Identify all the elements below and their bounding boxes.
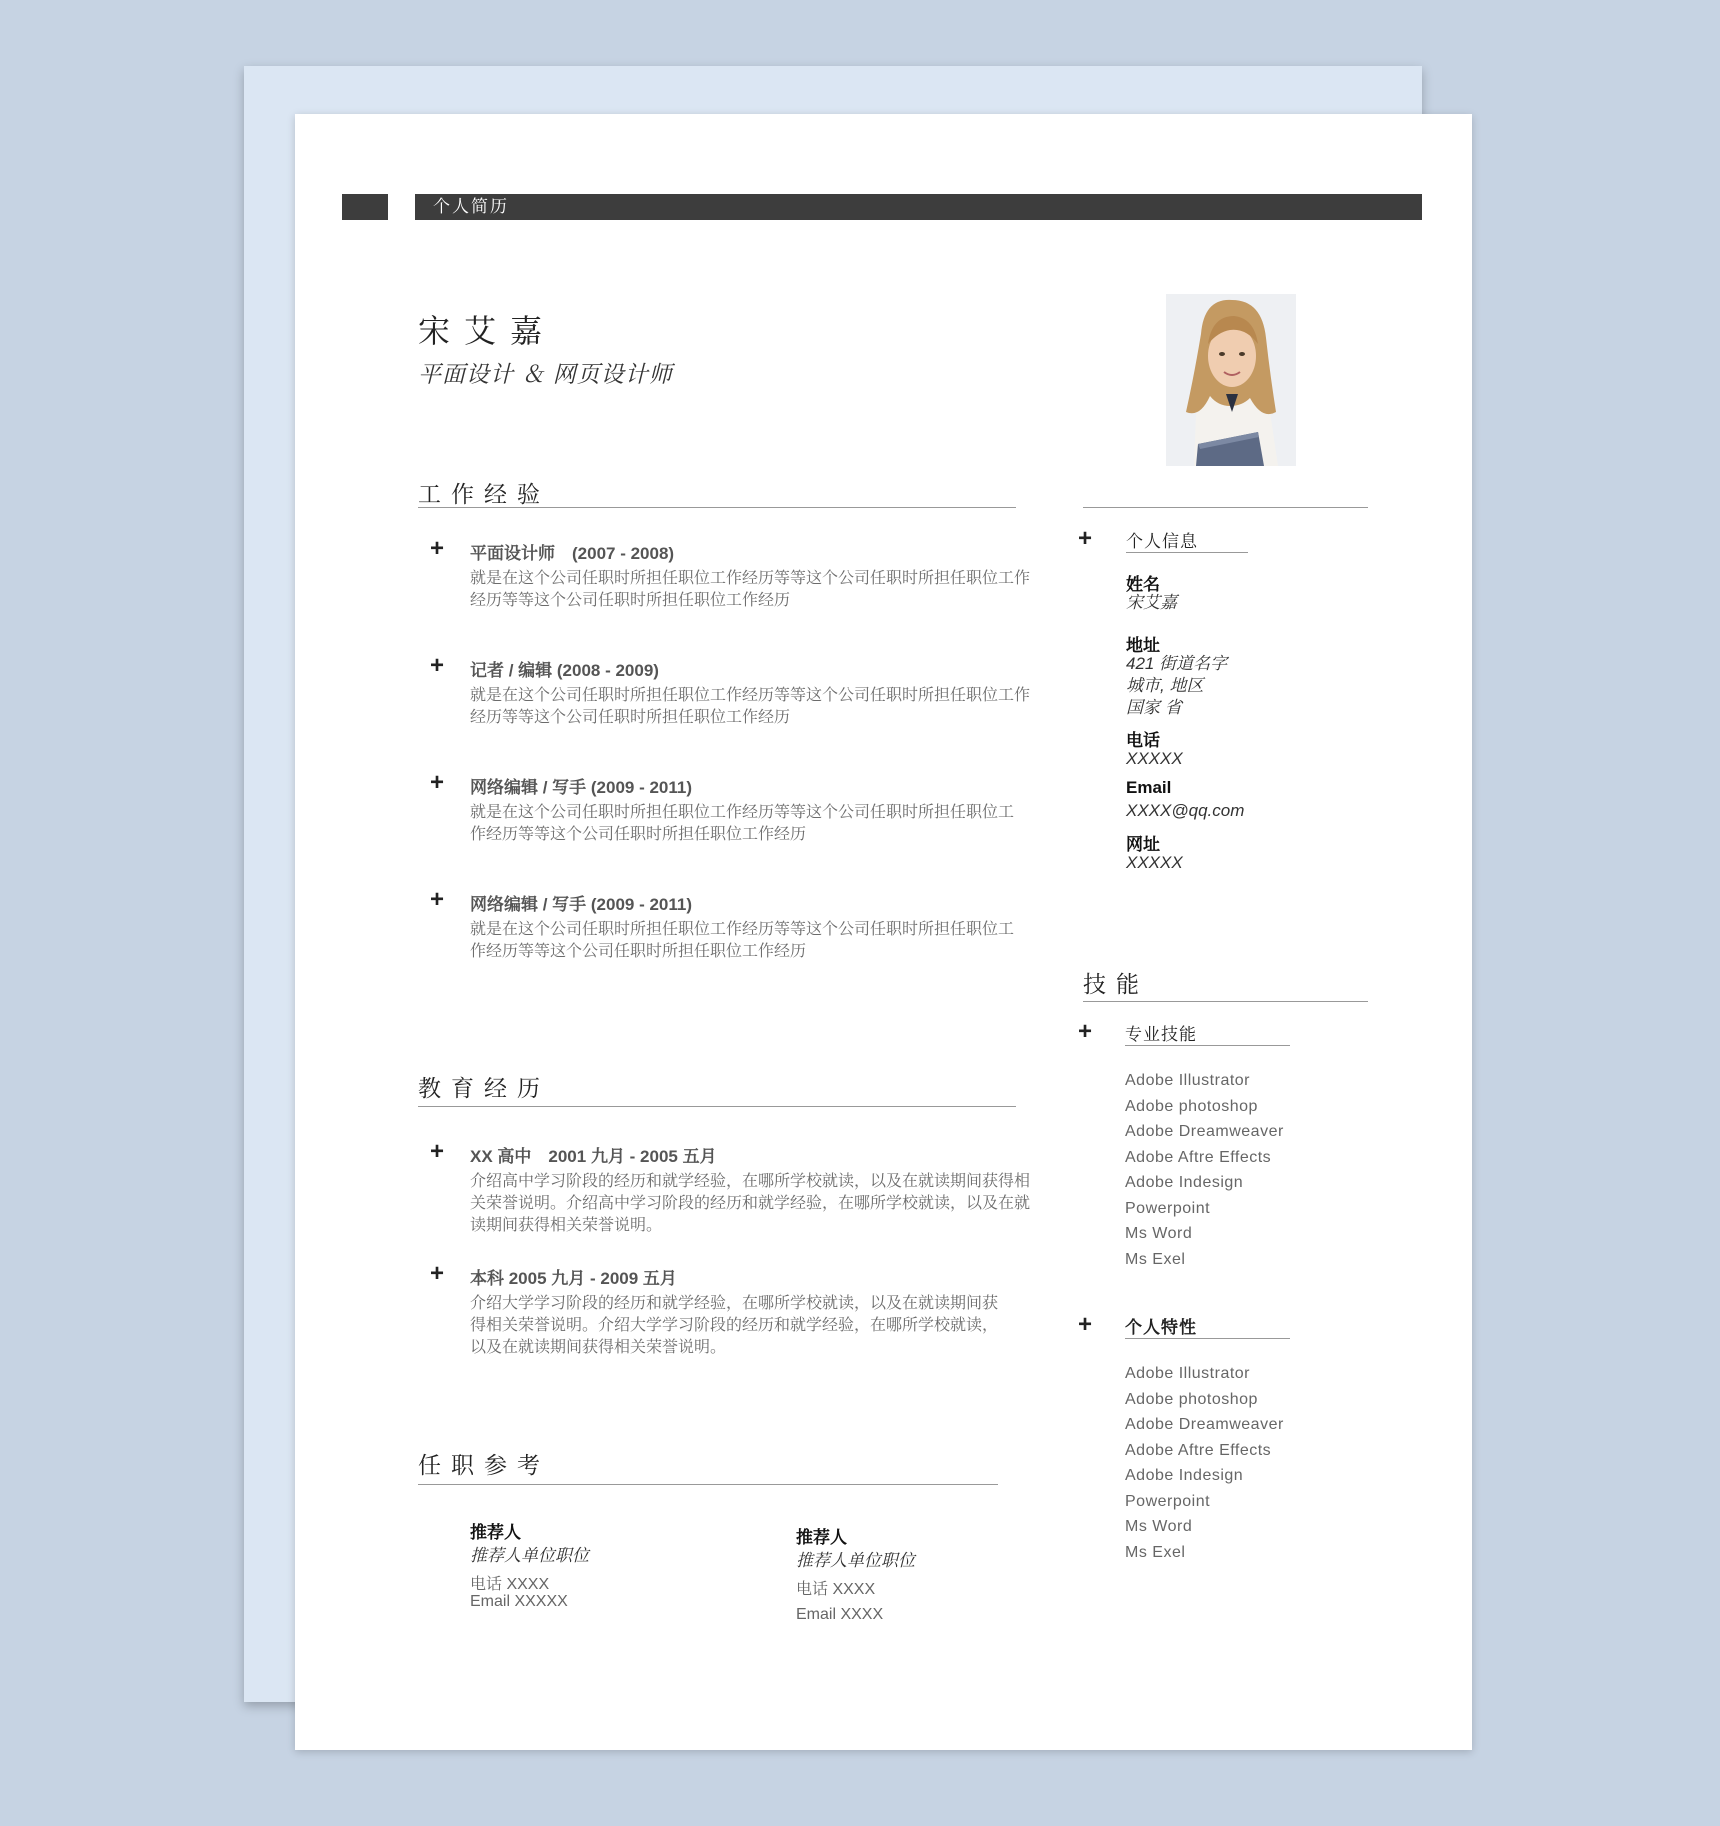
reference-label: 推荐人	[796, 1528, 847, 1547]
reference-position: 推荐人单位职位	[470, 1546, 589, 1565]
pro-skills-list	[1125, 1068, 1284, 1272]
reference-phone: 电话 XXXX	[470, 1576, 550, 1593]
plus-icon: +	[430, 1260, 445, 1287]
plus-icon: +	[1078, 525, 1093, 552]
header-bar	[415, 194, 1422, 220]
plus-icon: +	[430, 769, 445, 796]
skill-item: Adobe Illustrator	[1125, 1072, 1251, 1089]
trait-item: Adobe Illustrator	[1125, 1365, 1251, 1382]
trait-item: Adobe Dreamweaver	[1125, 1416, 1284, 1433]
email-value: XXXX@qq.com	[1126, 801, 1245, 820]
skill-item: Ms Word	[1125, 1225, 1193, 1242]
skill-item: Adobe Aftre Effects	[1125, 1148, 1272, 1166]
plus-icon: +	[430, 886, 445, 913]
traits-rule	[1125, 1338, 1290, 1339]
trait-item: Adobe photoshop	[1125, 1390, 1258, 1408]
website-label: 网址	[1126, 835, 1160, 854]
info-top-rule	[1083, 507, 1368, 508]
traits-title: 个人特性	[1125, 1318, 1197, 1337]
reference-email: Email XXXXX	[470, 1593, 568, 1610]
education-rule	[418, 1106, 1016, 1107]
address-line: 421 街道名字	[1126, 654, 1228, 673]
pro-skills-rule	[1125, 1045, 1290, 1046]
job-desc: 就是在这个公司任职时所担任职位工作经历等等这个公司任职时所担任职位工作经历等等这个公司任职时所担任职位工作经历	[470, 570, 1031, 609]
skill-item: Ms Exel	[1125, 1250, 1186, 1268]
reference-label: 推荐人	[470, 1523, 521, 1542]
personal-info-rule	[1126, 552, 1248, 553]
skill-item: Powerpoint	[1125, 1199, 1211, 1217]
skill-item: Adobe photoshop	[1125, 1097, 1258, 1115]
reference-position: 推荐人单位职位	[796, 1551, 915, 1570]
trait-item: Adobe Indesign	[1125, 1467, 1244, 1484]
trait-item: Ms Word	[1125, 1518, 1193, 1535]
email-label: Email	[1126, 778, 1172, 797]
portrait-image	[1166, 294, 1296, 466]
education-title-item: XX 高中 2001 九月 - 2005 五月	[470, 1147, 717, 1166]
job-desc: 就是在这个公司任职时所担任职位工作经历等等这个公司任职时所担任职位工作经历等等这个公司任职时所担任职位工作经历	[470, 687, 1031, 726]
trait-item: Powerpoint	[1125, 1492, 1211, 1510]
references-rule	[418, 1484, 998, 1485]
skill-item: Adobe Indesign	[1125, 1174, 1244, 1191]
job-desc: 就是在这个公司任职时所担任职位工作经历等等这个公司任职时所担任职位工作经历等等这个公司任职时所担任职位工作经历	[470, 921, 1015, 960]
traits-list	[1125, 1361, 1284, 1565]
education-desc: 介绍大学学习阶段的经历和就学经验，在哪所学校就读，以及在就读期间获得相关荣誉说明。介绍大学学习阶段的经历和就学经验，在哪所学校就读，以及在就读期间获得相关荣誉说明。	[470, 1295, 999, 1356]
phone-value: XXXXX	[1126, 749, 1183, 768]
education-title: 教育经历	[418, 1075, 550, 1101]
plus-icon: +	[430, 1138, 445, 1165]
job-title: 平面设计师 (2007 - 2008)	[470, 544, 675, 563]
header-label: 个人简历	[433, 197, 509, 216]
skills-title: 技能	[1083, 971, 1149, 997]
education-desc: 介绍高中学习阶段的经历和就学经验，在哪所学校就读，以及在就读期间获得相关荣誉说明。介绍高中学习阶段的经历和就学经验，在哪所学校就读，以及在就读期间获得相关荣誉说明。	[470, 1173, 1031, 1234]
references-title: 任职参考	[418, 1452, 550, 1478]
plus-icon: +	[430, 652, 445, 679]
website-value: XXXXX	[1126, 853, 1183, 872]
person-subtitle: 平面设计 ＆ 网页设计师	[418, 361, 673, 387]
reference-email: Email XXXX	[796, 1606, 884, 1623]
reference-phone: 电话 XXXX	[796, 1581, 876, 1598]
plus-icon: +	[1078, 1018, 1093, 1045]
phone-label: 电话	[1126, 731, 1160, 750]
address-line: 城市, 地区	[1126, 676, 1204, 695]
person-name: 宋艾嘉	[418, 313, 557, 349]
personal-info-title: 个人信息	[1126, 532, 1198, 551]
header-block	[342, 194, 388, 220]
skill-item: Adobe Dreamweaver	[1125, 1123, 1284, 1140]
trait-item: Ms Exel	[1125, 1543, 1186, 1561]
pro-skills-title: 专业技能	[1125, 1025, 1197, 1044]
job-title: 网络编辑 / 写手 (2009 - 2011)	[470, 778, 693, 797]
experience-rule	[418, 507, 1016, 508]
skills-rule	[1083, 1001, 1368, 1002]
resume-page	[295, 114, 1472, 1750]
education-title-item: 本科 2005 九月 - 2009 五月	[470, 1269, 677, 1288]
profile-photo	[1166, 294, 1296, 466]
job-title: 记者 / 编辑 (2008 - 2009)	[470, 661, 659, 680]
address-label: 地址	[1126, 636, 1160, 655]
address-line: 国家 省	[1126, 698, 1182, 717]
name-label: 姓名	[1126, 575, 1160, 594]
job-title: 网络编辑 / 写手 (2009 - 2011)	[470, 895, 693, 914]
job-desc: 就是在这个公司任职时所担任职位工作经历等等这个公司任职时所担任职位工作经历等等这个公司任职时所担任职位工作经历	[470, 804, 1015, 843]
name-value: 宋艾嘉	[1126, 593, 1177, 612]
trait-item: Adobe Aftre Effects	[1125, 1441, 1272, 1459]
plus-icon: +	[430, 535, 445, 562]
plus-icon: +	[1078, 1311, 1093, 1338]
experience-title: 工作经验	[418, 481, 550, 507]
